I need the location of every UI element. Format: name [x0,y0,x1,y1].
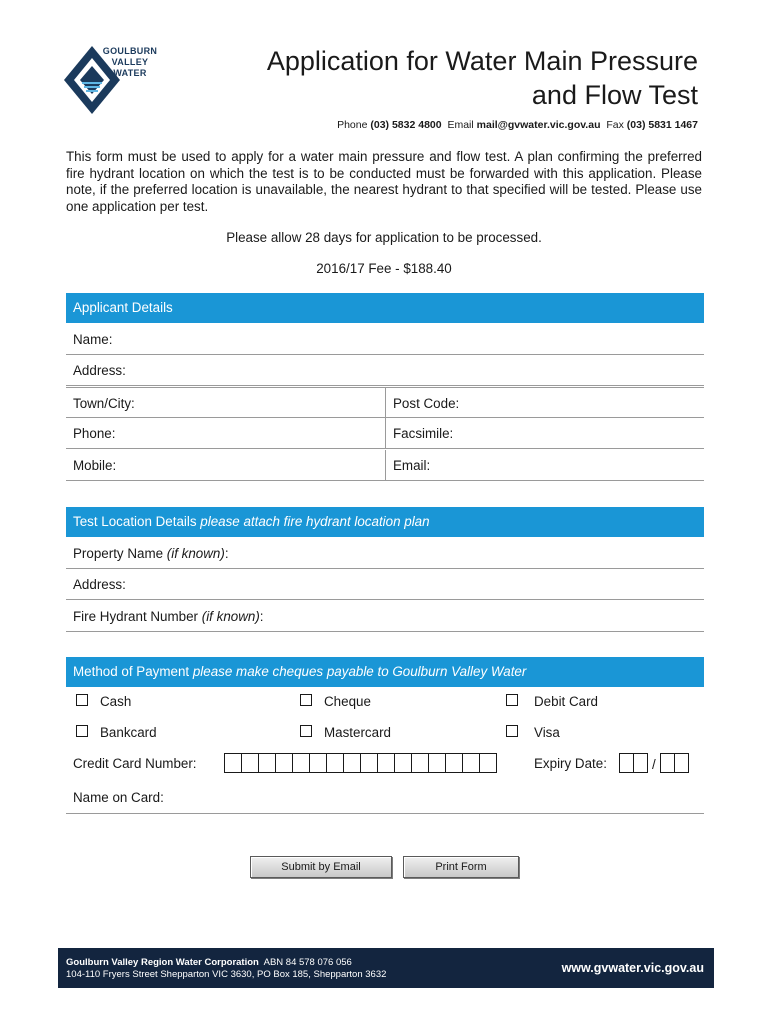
phone-fax-row [66,418,704,449]
page-title [267,44,698,112]
email-label: Email [447,119,474,131]
expiry-digit-box[interactable] [633,753,648,773]
facsimile-label: Facsimile: [393,426,454,441]
email-field-label: Email: [393,458,431,473]
footer-org-line [66,957,352,968]
credit-card-label: Credit Card Number: [73,756,197,771]
phone-number: (03) 5832 4800 [370,119,442,131]
mobile-email-row [66,450,704,481]
applicant-section-header [66,293,704,323]
logo-line-2: VALLEY [111,57,149,67]
cash-checkbox[interactable] [76,694,88,706]
footer-abn: ABN 84 578 076 056 [263,957,352,968]
footer-bar [58,948,714,988]
hydrant-label: Fire Hydrant Number [73,609,199,624]
location-heading: Test Location Details [73,514,197,529]
phone-field[interactable] [66,418,385,448]
location-address-row[interactable] [66,569,704,600]
cheque-label: Cheque [324,694,371,709]
cc-digit-box[interactable] [394,753,412,773]
title-line-1: Application for Water Main Pressure [266,46,698,76]
postcode-field[interactable] [385,388,704,417]
submit-by-email-button[interactable]: Submit by Email [250,856,392,878]
mobile-field[interactable] [66,450,385,480]
mastercard-label: Mastercard [324,725,391,740]
expiry-label: Expiry Date: [534,756,607,771]
cc-digit-box[interactable] [411,753,429,773]
expiry-month-boxes[interactable] [620,753,648,773]
mobile-label: Mobile: [73,458,117,473]
payment-option-mastercard[interactable] [300,725,391,740]
payment-option-bankcard[interactable] [76,725,157,740]
cc-digit-box[interactable] [428,753,446,773]
print-form-button[interactable]: Print Form [403,856,519,878]
payment-option-cheque[interactable] [300,694,371,709]
payment-section-header [66,657,704,687]
cc-digit-box[interactable] [479,753,497,773]
expiry-digit-box[interactable] [660,753,675,773]
cc-digit-box[interactable] [326,753,344,773]
credit-card-number-boxes[interactable] [225,753,497,773]
name-label: Name: [73,332,113,347]
cc-digit-box[interactable] [309,753,327,773]
property-label: Property Name [73,546,164,561]
phone-label: Phone [337,119,368,131]
cc-digit-box[interactable] [258,753,276,773]
cc-digit-box[interactable] [377,753,395,773]
footer-address: 104-110 Fryers Street Shepparton VIC 3630, PO Box 185, Shepparton 3632 [66,969,387,980]
logo-line-1: GOULBURN [102,46,158,56]
applicant-address-row[interactable] [66,355,704,386]
fax-label: Fax [606,119,624,131]
cc-digit-box[interactable] [241,753,259,773]
cc-digit-box[interactable] [343,753,361,773]
property-name-row[interactable]: Property Name (if known): [66,538,704,569]
facsimile-field[interactable] [385,418,704,448]
applicant-name-row[interactable] [66,324,704,355]
expiry-year-boxes[interactable] [661,753,689,773]
logo-line-3: WATER [113,68,147,78]
debit-label: Debit Card [534,694,599,709]
payment-option-visa[interactable] [506,725,560,740]
visa-label: Visa [534,725,560,740]
logo-wordmark [98,46,162,79]
cc-digit-box[interactable] [275,753,293,773]
footer-website-link[interactable]: www.gvwater.vic.gov.au [561,961,704,975]
email-address[interactable]: mail@gvwater.vic.gov.au [476,119,601,131]
payment-heading: Method of Payment [73,664,190,679]
cc-digit-box[interactable] [445,753,463,773]
fee-line: 2016/17 Fee - $188.40 [316,261,452,276]
property-note: (if known) [166,546,225,561]
cc-digit-box[interactable] [292,753,310,773]
intro-paragraph: This form must be used to apply for a water main pressure and flow test. A plan confirming the preferred fire hydrant location on which the test is to be conducted must be forwarded with this application. Please note, if the preferred location is unavailable, the nearest hydrant to that specified will be tested. Please use one application per test. [66,149,702,214]
bankcard-label: Bankcard [100,725,157,740]
name-on-card-row[interactable] [66,782,704,814]
town-label: Town/City: [73,396,135,411]
payment-heading-note: please make cheques payable to Goulburn Valley Water [192,664,527,679]
processing-note: Please allow 28 days for application to be processed. [226,230,542,245]
email-field[interactable] [385,450,704,480]
hydrant-number-row[interactable]: Fire Hydrant Number (if known): [66,601,704,632]
applicant-heading: Applicant Details [73,300,173,315]
cc-digit-box[interactable] [462,753,480,773]
cc-digit-box[interactable] [224,753,242,773]
cash-label: Cash [100,694,132,709]
expiry-digit-box[interactable] [619,753,634,773]
expiry-digit-box[interactable] [674,753,689,773]
payment-option-cash[interactable] [76,694,131,709]
title-line-2: and Flow Test [531,80,698,110]
address-label: Address: [73,363,126,378]
fax-number: (03) 5831 1467 [626,119,698,131]
contact-line [337,119,698,131]
hydrant-note: (if known) [201,609,260,624]
phone-field-label: Phone: [73,426,116,441]
payment-option-debit[interactable] [506,694,598,709]
postcode-label: Post Code: [393,396,460,411]
bankcard-checkbox[interactable] [76,725,88,737]
town-field[interactable] [66,388,385,417]
expiry-separator: / [652,757,656,772]
visa-checkbox[interactable] [506,725,518,737]
town-postcode-row [66,387,704,418]
debit-checkbox[interactable] [506,694,518,706]
mastercard-checkbox[interactable] [300,725,312,737]
cc-digit-box[interactable] [360,753,378,773]
location-heading-note: please attach fire hydrant location plan [200,514,430,529]
location-section-header [66,507,704,537]
cheque-checkbox[interactable] [300,694,312,706]
footer-org: Goulburn Valley Region Water Corporation [66,957,259,968]
location-address-label: Address: [73,577,126,592]
name-on-card-label: Name on Card: [73,790,164,805]
